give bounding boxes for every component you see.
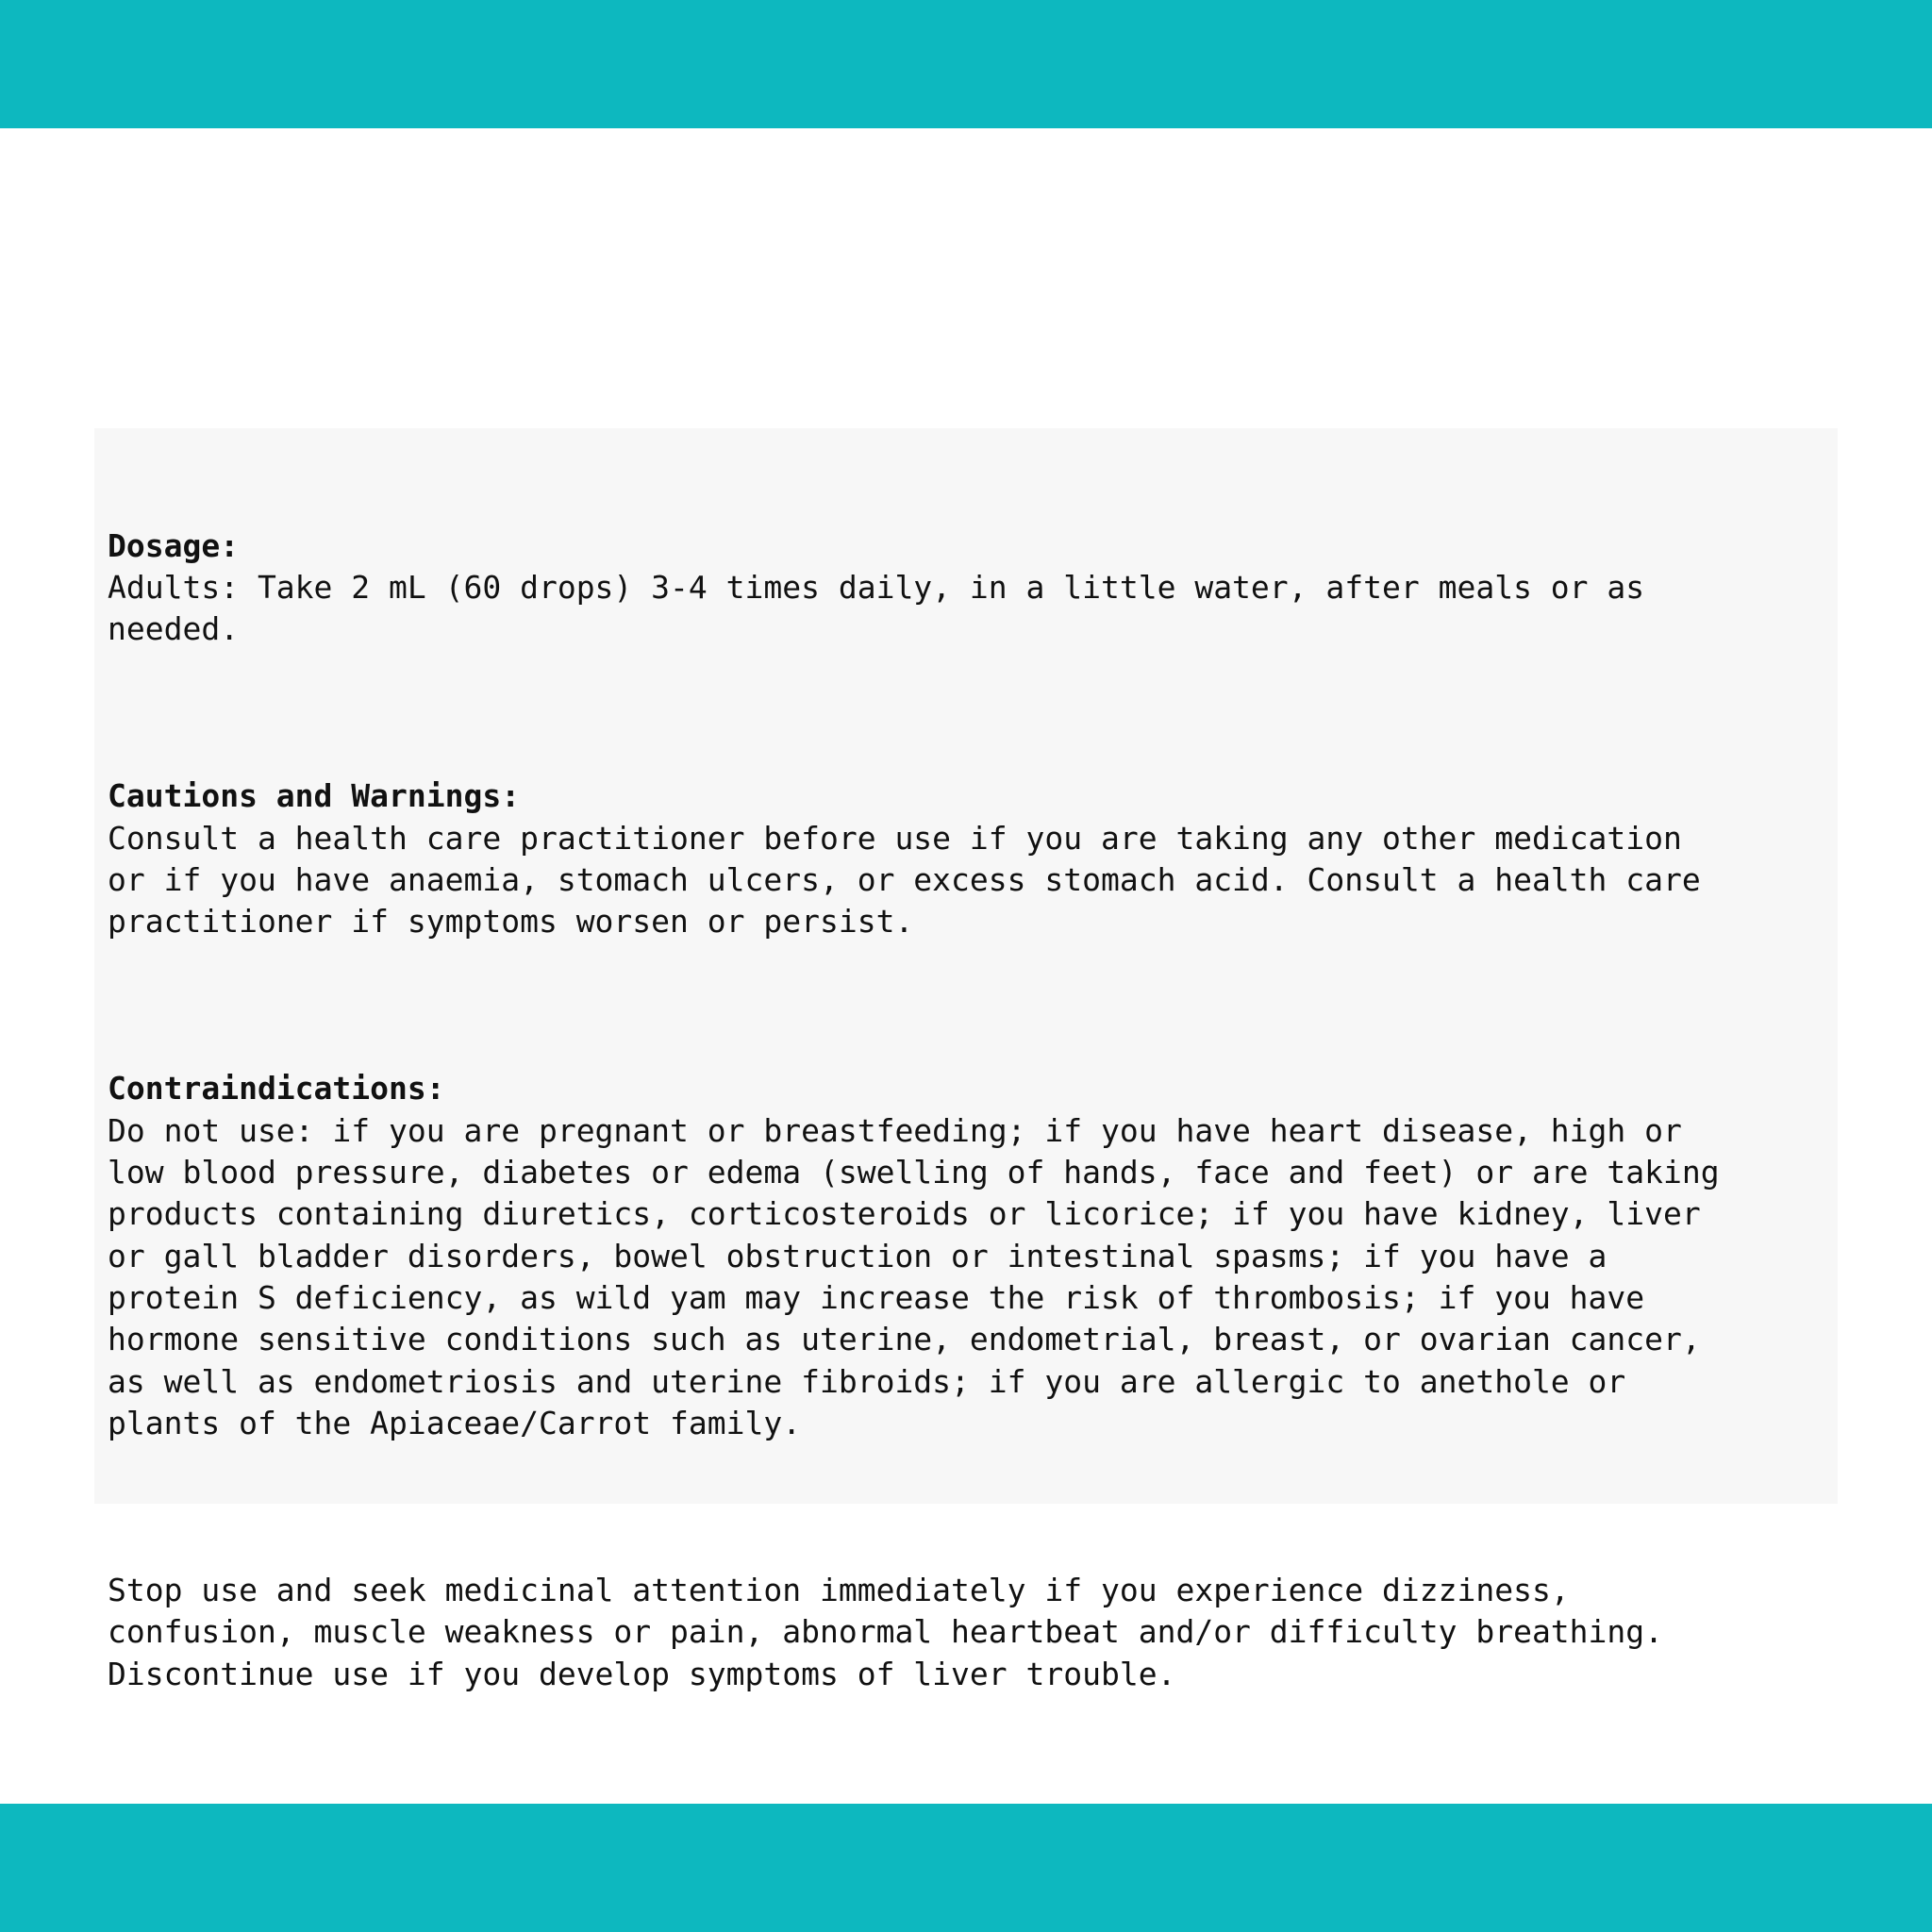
top-color-band [0,0,1932,128]
dosage-section [108,525,1838,651]
cautions-text: Consult a health care practitioner before use if you are taking any other medication or if you have anaemia, stomach ulcers, or excess stomach acid. Consult a health care practitioner if symptoms worsen or persist. [108,819,1701,941]
stop-use-text: Stop use and seek medicinal attention immediately if you experience dizziness, confusion, muscle weakness or pain, abnormal heartbeat and/or difficulty breathing. Discontinue use if you develop symptoms of liver trouble. [108,1572,1664,1692]
bottom-color-band [0,1804,1932,1932]
contraindications-section [108,1068,1838,1444]
contraindications-heading: Contraindications: [108,1070,445,1108]
cautions-section [108,775,1838,942]
dosage-heading: Dosage: [108,526,240,564]
dosage-text: Adults: Take 2 mL (60 drops) 3-4 times daily, in a little water, after meals or as needed. [108,568,1645,648]
product-label-panel [94,428,1838,1692]
contraindications-text: Do not use: if you are pregnant or breastfeeding; if you have heart disease, high or low blood pressure, diabetes or edema (swelling of hands, face and feet) or are taking products containing diuretics, corticosteroids or licorice; if you have kidney, liver or gall bladder disorders, bowel obstruction or intestinal spasms; if you have a protein S deficiency, as wild yam may increase the risk of thrombosis; if you have hormone sensitive conditions such as uterine, endometrial, breast, or ovarian cancer, as well as endometriosis and uterine fibroids; if you are allergic to anethole or plants of the Apiaceae/Carrot family. [108,1111,1720,1441]
stop-use-section [108,1570,1838,1695]
cautions-heading: Cautions and Warnings: [108,777,521,815]
